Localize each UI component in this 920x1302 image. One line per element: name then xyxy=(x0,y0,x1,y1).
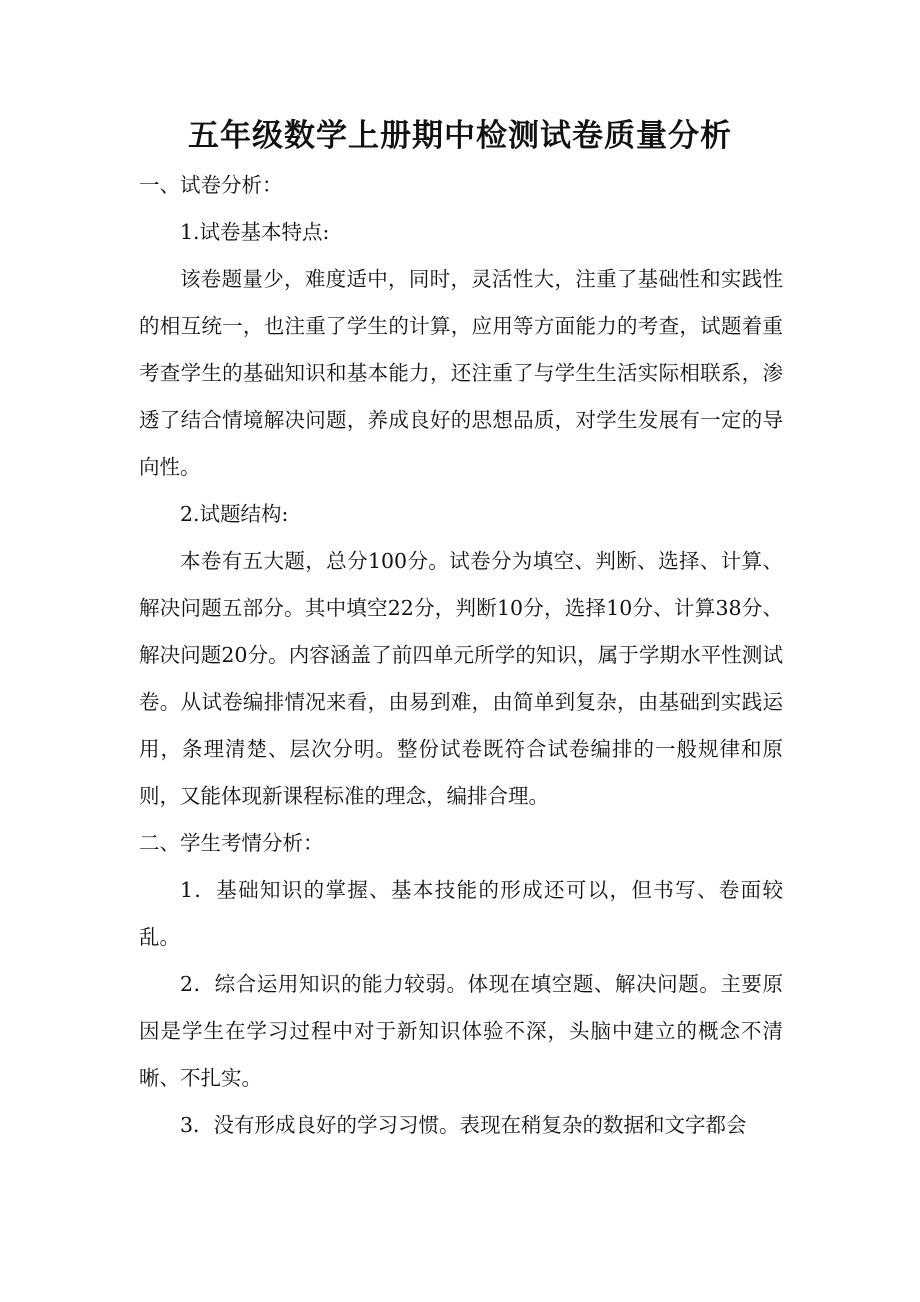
paragraph-question-structure: 本卷有五大题，总分100分。试卷分为填空、判断、选择、计算、解决问题五部分。其中填空22分，判断10分，选择10分、计算38分、解决问题20分。内容涵盖了前四单元所学的知识，属于学期水平性测试卷。从试卷编排情况来看，由易到难，由简单到复杂，由基础到实践运用，条理清楚、层次分明。整份试卷既符合试卷编排的一般规律和原则，又能体现新课程标准的理念，编排合理。 xyxy=(139,549,783,808)
document-title: 五年级数学上册期中检测试卷质量分析 xyxy=(188,118,732,154)
list-item-basic-knowledge: 1．基础知识的掌握、基本技能的形成还可以，但书写、卷面较乱。 xyxy=(139,878,783,949)
document-body xyxy=(139,162,783,1149)
section-heading-exam-analysis: 一、试卷分析： xyxy=(139,173,283,197)
paragraph-basic-features: 该卷题量少，难度适中，同时，灵活性大，注重了基础性和实践性的相互统一，也注重了学生的计算，应用等方面能力的考查，试题着重考查学生的基础知识和基本能力，还注重了与学生生活实际相联系，渗透了结合情境解决问题，养成良好的思想品质，对学生发展有一定的导向性。 xyxy=(139,267,783,479)
list-item-study-habits: 3．没有形成良好的学习习惯。表现在稍复杂的数据和文字都会 xyxy=(180,1113,747,1137)
section-heading-student-analysis: 二、学生考情分析： xyxy=(139,831,324,855)
subheading-basic-features: 1.试卷基本特点: xyxy=(180,220,330,244)
subheading-question-structure: 2.试题结构: xyxy=(180,502,289,526)
list-item-application-ability: 2．综合运用知识的能力较弱。体现在填空题、解决问题。主要原因是学生在学习过程中对于新知识体验不深，头脑中建立的概念不清晰、不扎实。 xyxy=(139,972,783,1090)
